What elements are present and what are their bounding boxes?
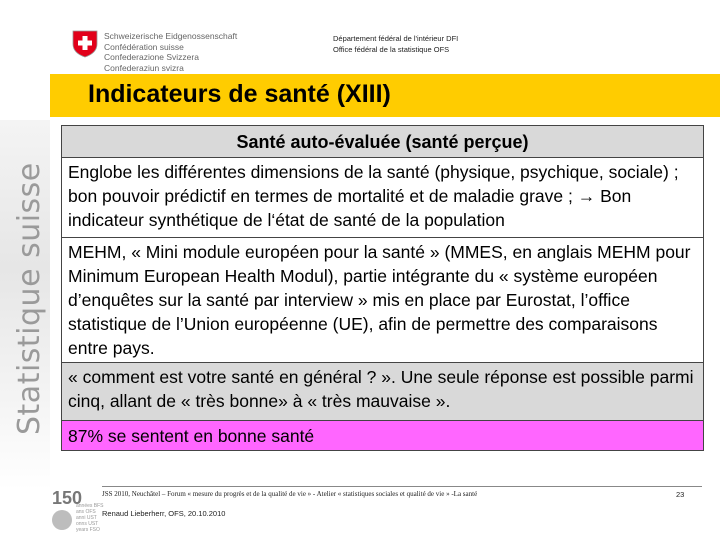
confed-rm: Confederaziun svizra [104,62,184,73]
anniversary-badge-text: années BFS ans OFS anni UST onns UST years FSO [76,503,104,533]
table-row-question: « comment est votre santé en général ? ». Une seule réponse est possible parmi cinq, allant de « très bonne» à « très mauvaise ». [61,363,704,421]
table-row-result: 87% se sentent en bonne santé [61,421,704,451]
title-bar-spacer [0,74,50,117]
confederation-names [104,31,237,73]
swiss-coat-of-arms-icon [72,30,98,58]
page-number: 23 [676,490,685,499]
footer-divider [102,486,702,487]
footer-author: Renaud Lieberherr, OFS, 20.10.2010 [102,509,226,518]
department-name: Département fédéral de l'intérieur DFI [333,34,459,43]
slide-title: Indicateurs de santé (XIII) [88,80,391,108]
anniversary-badge-number: 150 [52,488,83,508]
confed-de: Schweizerische Eidgenossenschaft [104,31,238,41]
confed-fr: Confédération suisse [104,41,184,52]
anniversary-badge-icon [52,510,72,530]
department-info [333,33,458,55]
confed-it: Confederazione Svizzera [104,52,199,62]
table-row-definition: Englobe les différentes dimensions de la santé (physique, psychique, sociale) ; bon pouvoir prédictif en termes de mortalité et de maladie grave ; → Bon indicateur synthétique de l‘état de santé de la population [61,158,704,238]
office-name: Office fédéral de la statistique OFS [333,45,450,54]
table-row-mehm: MEHM, « Mini module européen pour la santé » (MMES, en anglais MEHM pour Minimum European Health Modul), partie intégrante du « système européen d’enquêtes sur la santé par interview » mis en place par Eurostat, l’office statistique de l’Union européenne (UE), afin de permettre des comparaisons entre pays. [61,238,704,363]
footer-citation: JSS 2010, Neuchâtel – Forum « mesure du progrès et de la qualité de vie » - Atelier « statistiques sociales et qualité de vie » -La santé [102,490,478,498]
side-label: Statistique suisse [12,162,47,435]
table-header: Santé auto-évaluée (santé perçue) [61,125,704,158]
